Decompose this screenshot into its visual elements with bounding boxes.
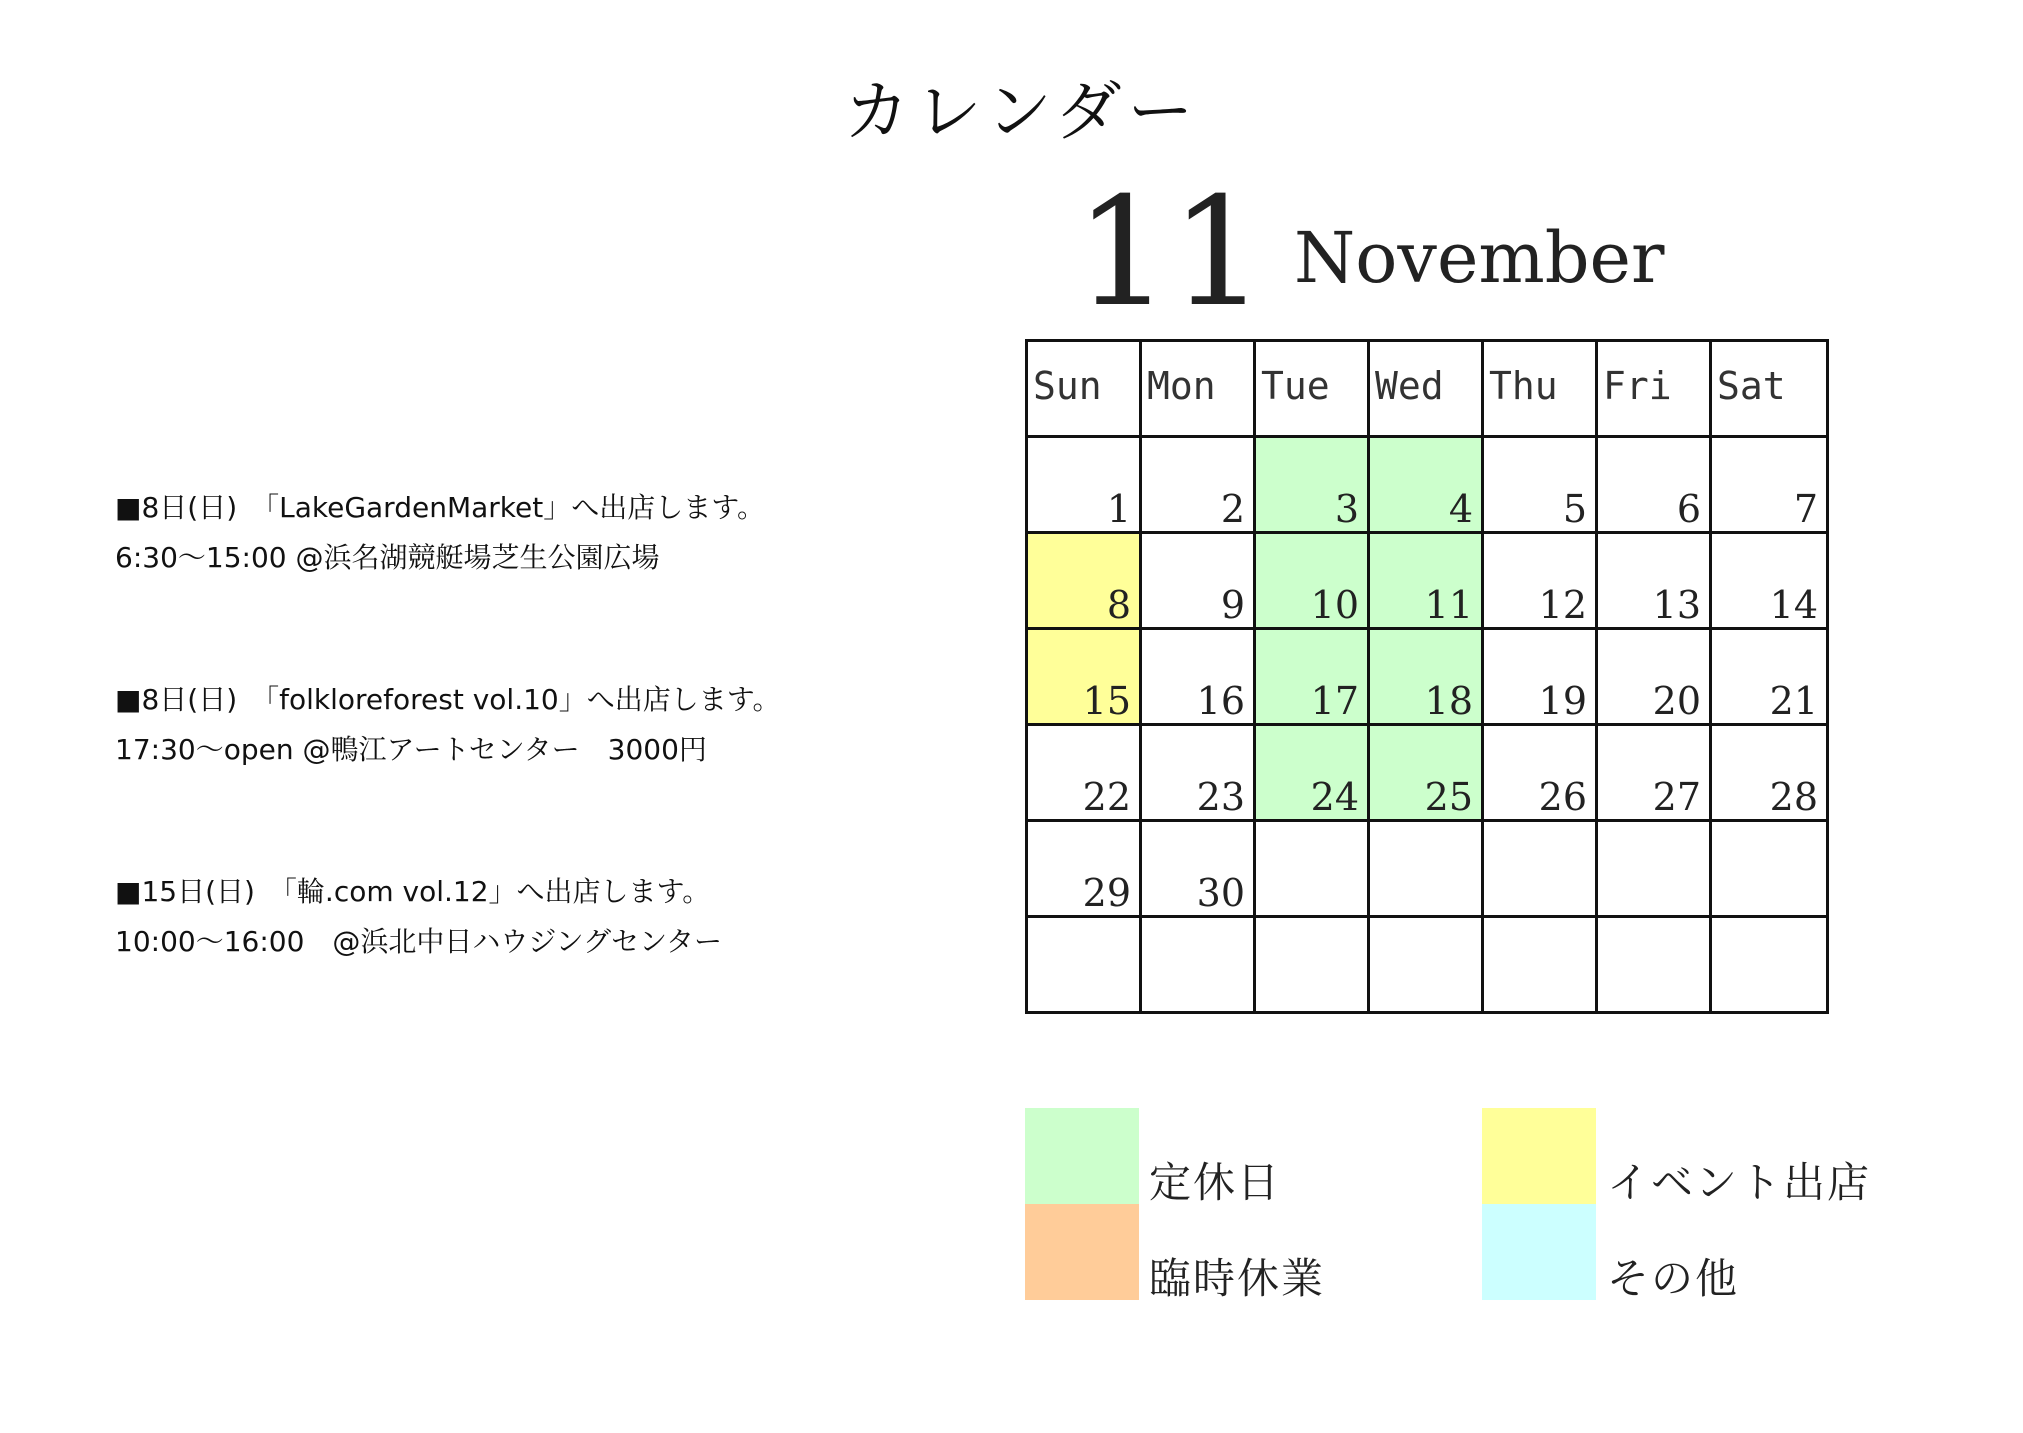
day-cell [1142, 918, 1256, 1014]
day-cell [1370, 534, 1484, 630]
legend-label-event: イベント出店 [1607, 1158, 1872, 1207]
legend-swatch-holiday [1025, 1108, 1139, 1204]
legend-label-holiday: 定休日 [1149, 1158, 1282, 1207]
day-cell [1484, 918, 1598, 1014]
weekday-header [1370, 342, 1484, 438]
weekday-header [1028, 342, 1142, 438]
day-number: 16 [1196, 679, 1245, 723]
day-number: 11 [1424, 583, 1473, 627]
event-heading: ■15日(日) 「輪.com vol.12」へ出店します。 [115, 875, 711, 908]
day-number: 15 [1082, 679, 1131, 723]
day-cell [1028, 726, 1142, 822]
weekday-label: Sat [1717, 364, 1786, 408]
day-number: 1 [1106, 487, 1131, 531]
day-cell [1712, 630, 1829, 726]
day-number: 20 [1652, 679, 1701, 723]
day-cell [1256, 726, 1370, 822]
event-heading: ■8日(日) 「folkloreforest vol.10」へ出店します。 [115, 683, 781, 716]
day-cell [1142, 726, 1256, 822]
legend-swatch-other [1482, 1204, 1596, 1300]
day-cell [1370, 726, 1484, 822]
day-number: 28 [1769, 775, 1818, 819]
day-cell [1256, 918, 1370, 1014]
day-number: 21 [1769, 679, 1818, 723]
page-title: カレンダー [843, 73, 1200, 150]
day-number: 26 [1538, 775, 1587, 819]
day-cell [1712, 822, 1829, 918]
day-number: 10 [1310, 583, 1359, 627]
day-cell [1484, 534, 1598, 630]
legend-swatch-event [1482, 1108, 1596, 1204]
weekday-header [1484, 342, 1598, 438]
day-number: 9 [1220, 583, 1245, 627]
day-cell [1712, 534, 1829, 630]
day-cell [1142, 534, 1256, 630]
day-cell [1028, 822, 1142, 918]
day-number: 5 [1562, 487, 1587, 531]
day-number: 6 [1676, 487, 1701, 531]
calendar-table [1025, 339, 1829, 1014]
legend-swatch-temporary-closure [1025, 1204, 1139, 1300]
day-cell [1256, 822, 1370, 918]
day-cell [1598, 438, 1712, 534]
day-number: 17 [1310, 679, 1359, 723]
day-cell [1028, 918, 1142, 1014]
weekday-label: Sun [1033, 364, 1102, 408]
day-number: 4 [1448, 487, 1473, 531]
weekday-header [1712, 342, 1829, 438]
day-number: 8 [1106, 583, 1131, 627]
weekday-header [1142, 342, 1256, 438]
day-number: 18 [1424, 679, 1473, 723]
day-number: 30 [1196, 871, 1245, 915]
day-number: 23 [1196, 775, 1245, 819]
day-number: 12 [1538, 583, 1587, 627]
weekday-label: Fri [1603, 364, 1672, 408]
month-name: November [1294, 217, 1665, 299]
weekday-label: Tue [1261, 364, 1330, 408]
day-cell [1598, 630, 1712, 726]
weekday-header [1256, 342, 1370, 438]
weekday-label: Mon [1147, 364, 1216, 408]
day-cell [1598, 726, 1712, 822]
day-cell [1484, 726, 1598, 822]
day-cell [1370, 918, 1484, 1014]
day-cell [1142, 630, 1256, 726]
day-number: 29 [1082, 871, 1131, 915]
day-cell [1484, 822, 1598, 918]
event-detail: 10:00〜16:00 @浜北中日ハウジングセンター [115, 925, 723, 958]
calendar-grid [1025, 339, 2023, 1014]
day-cell [1370, 822, 1484, 918]
legend-label-temporary-closure: 臨時休業 [1149, 1254, 1326, 1303]
weekday-label: Wed [1375, 364, 1444, 408]
day-cell [1256, 534, 1370, 630]
day-cell [1370, 438, 1484, 534]
day-number: 24 [1310, 775, 1359, 819]
day-cell [1712, 726, 1829, 822]
day-cell [1370, 630, 1484, 726]
day-number: 25 [1424, 775, 1473, 819]
weekday-header [1598, 342, 1712, 438]
weekday-label: Thu [1489, 364, 1558, 408]
day-number: 27 [1652, 775, 1701, 819]
day-number: 19 [1538, 679, 1587, 723]
day-number: 2 [1220, 487, 1245, 531]
day-number: 22 [1082, 775, 1131, 819]
legend-label-other: その他 [1607, 1254, 1740, 1303]
day-number: 14 [1769, 583, 1818, 627]
day-cell [1142, 438, 1256, 534]
day-cell [1712, 918, 1829, 1014]
day-cell [1598, 822, 1712, 918]
day-number: 7 [1793, 487, 1818, 531]
day-cell [1484, 630, 1598, 726]
day-cell [1484, 438, 1598, 534]
day-cell [1028, 630, 1142, 726]
day-number: 3 [1334, 487, 1359, 531]
day-cell [1256, 630, 1370, 726]
day-number: 13 [1652, 583, 1701, 627]
day-cell [1142, 822, 1256, 918]
month-number: 11 [1075, 166, 1266, 340]
day-cell [1028, 534, 1142, 630]
event-detail: 6:30〜15:00 @浜名湖競艇場芝生公園広場 [115, 541, 660, 574]
legend [1025, 1108, 1925, 1308]
event-heading: ■8日(日) 「LakeGardenMarket」へ出店します。 [115, 491, 765, 524]
day-cell [1256, 438, 1370, 534]
day-cell [1598, 918, 1712, 1014]
day-cell [1598, 534, 1712, 630]
event-detail: 17:30〜open @鴨江アートセンター 3000円 [115, 733, 707, 766]
day-cell [1028, 438, 1142, 534]
day-cell [1712, 438, 1829, 534]
